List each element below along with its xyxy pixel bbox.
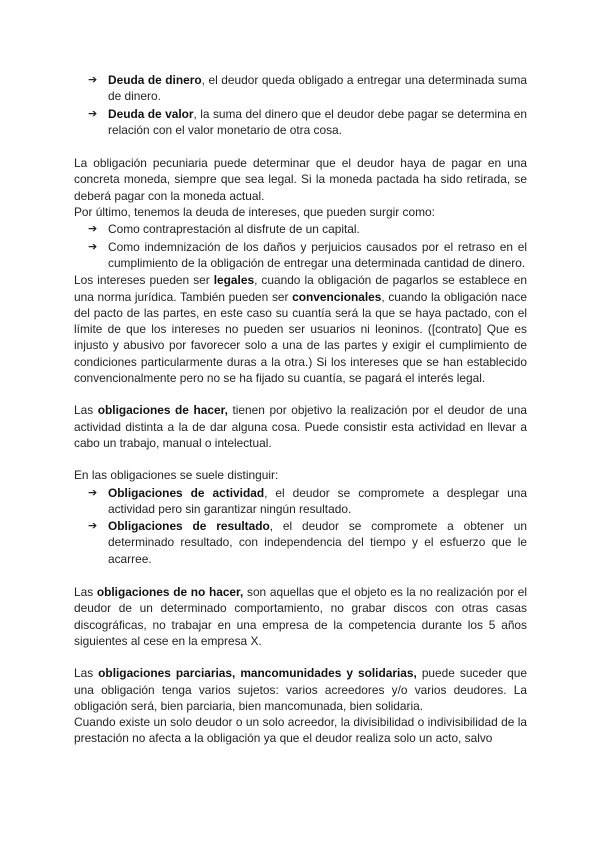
list-item: [74, 485, 527, 518]
paragraph: La obligación pecuniaria puede determinar que el deudor haya de pagar en una concreta moneda, siempre que sea legal. Si la moneda pactada ha sido retirada, se deberá pagar con la moneda actual.: [74, 156, 527, 203]
paragraph: Las obligaciones de hacer, tienen por objetivo la realización por el deudor de una actividad distinta a la de dar alguna cosa. Puede consistir esta actividad en llevar a cabo un trabajo, manual o intelectual.: [74, 403, 527, 450]
paragraph: Por último, tenemos la deuda de intereses, que pueden surgir como:: [74, 205, 435, 220]
paragraph: En las obligaciones se suele distinguir:: [74, 468, 279, 483]
list-item: [74, 72, 527, 105]
term-bold: Deuda de dinero: [108, 73, 202, 87]
paragraph: Los intereses pueden ser legales, cuando la obligación de pagarlos se establece en una norma jurídica. También pueden ser convencionales, cuando la obligación nace del pacto de las partes, en este caso su cuantía será la que se haya pactado, con el límite de que los intereses no pueden ser usuarios ni leoninos. ([contrato] Que es injusto y abusivo por favorecer solo a una de las partes y exigir el cumplimiento de condiciones particularmente duras a la otra.) Si los intereses que se han establecido convencionalmente pero no se ha fijado su cuantía, se pagará el interés legal.: [74, 273, 527, 386]
arrow-bullet-icon: ➔: [88, 73, 98, 86]
term-text: , el deudor se compromete a desplegar una actividad pero sin garantizar ningún resultado.: [108, 485, 527, 516]
term-bold: Obligaciones de actividad: [108, 485, 265, 500]
list-text: Como indemnización de los daños y perjuicios causados por el retraso en el cumplimiento de la obligación de entregar una determinada cantidad de dinero.: [108, 239, 527, 270]
arrow-bullet-icon: ➔: [88, 106, 98, 120]
list-item: [74, 106, 527, 139]
term-text: , el deudor queda obligado a entregar una determinada suma de dinero.: [108, 73, 527, 104]
list-item: [74, 518, 527, 567]
arrow-bullet-icon: ➔: [88, 222, 98, 236]
term-text: , la suma del dinero que el deudor debe pagar se determina en relación con el valor monetario de otra cosa.: [108, 106, 528, 137]
paragraph: Las obligaciones de no hacer, son aquellas que el objeto es la no realización por el deudor de un determinado comportamiento, no grabar discos con otras casas discográficas, no trabajar en una empresa de la competencia durante los 5 años siguientes al cese en la empresa X.: [74, 585, 527, 648]
term-bold: Deuda de valor: [108, 106, 194, 121]
term-bold: Obligaciones de resultado: [108, 519, 270, 534]
paragraph: Cuando existe un solo deudor o un solo acreedor, la divisibilidad o indivisibilidad de la prestación no afecta a la obligación ya que el deudor realiza solo un acto, salvo: [74, 715, 527, 746]
arrow-bullet-icon: ➔: [88, 239, 98, 253]
paragraph: Las obligaciones parciarias, mancomunidades y solidarias, puede suceder que una obligación tenga varios sujetos: varios acreedores y/o varios deudores. La obligación será, bien parciaria, bien mancomunada, bien solidaria.: [74, 666, 527, 713]
list-item: [74, 221, 527, 237]
term-text: , el deudor se compromete a obtener un determinado resultado, con independencia del tiempo y el esfuerzo que le acarree.: [108, 519, 527, 566]
list-text: Como contraprestación al disfrute de un capital.: [108, 222, 360, 237]
list-item: [74, 239, 527, 272]
arrow-bullet-icon: ➔: [88, 519, 98, 533]
arrow-bullet-icon: ➔: [88, 485, 98, 499]
document-body: [74, 71, 527, 747]
